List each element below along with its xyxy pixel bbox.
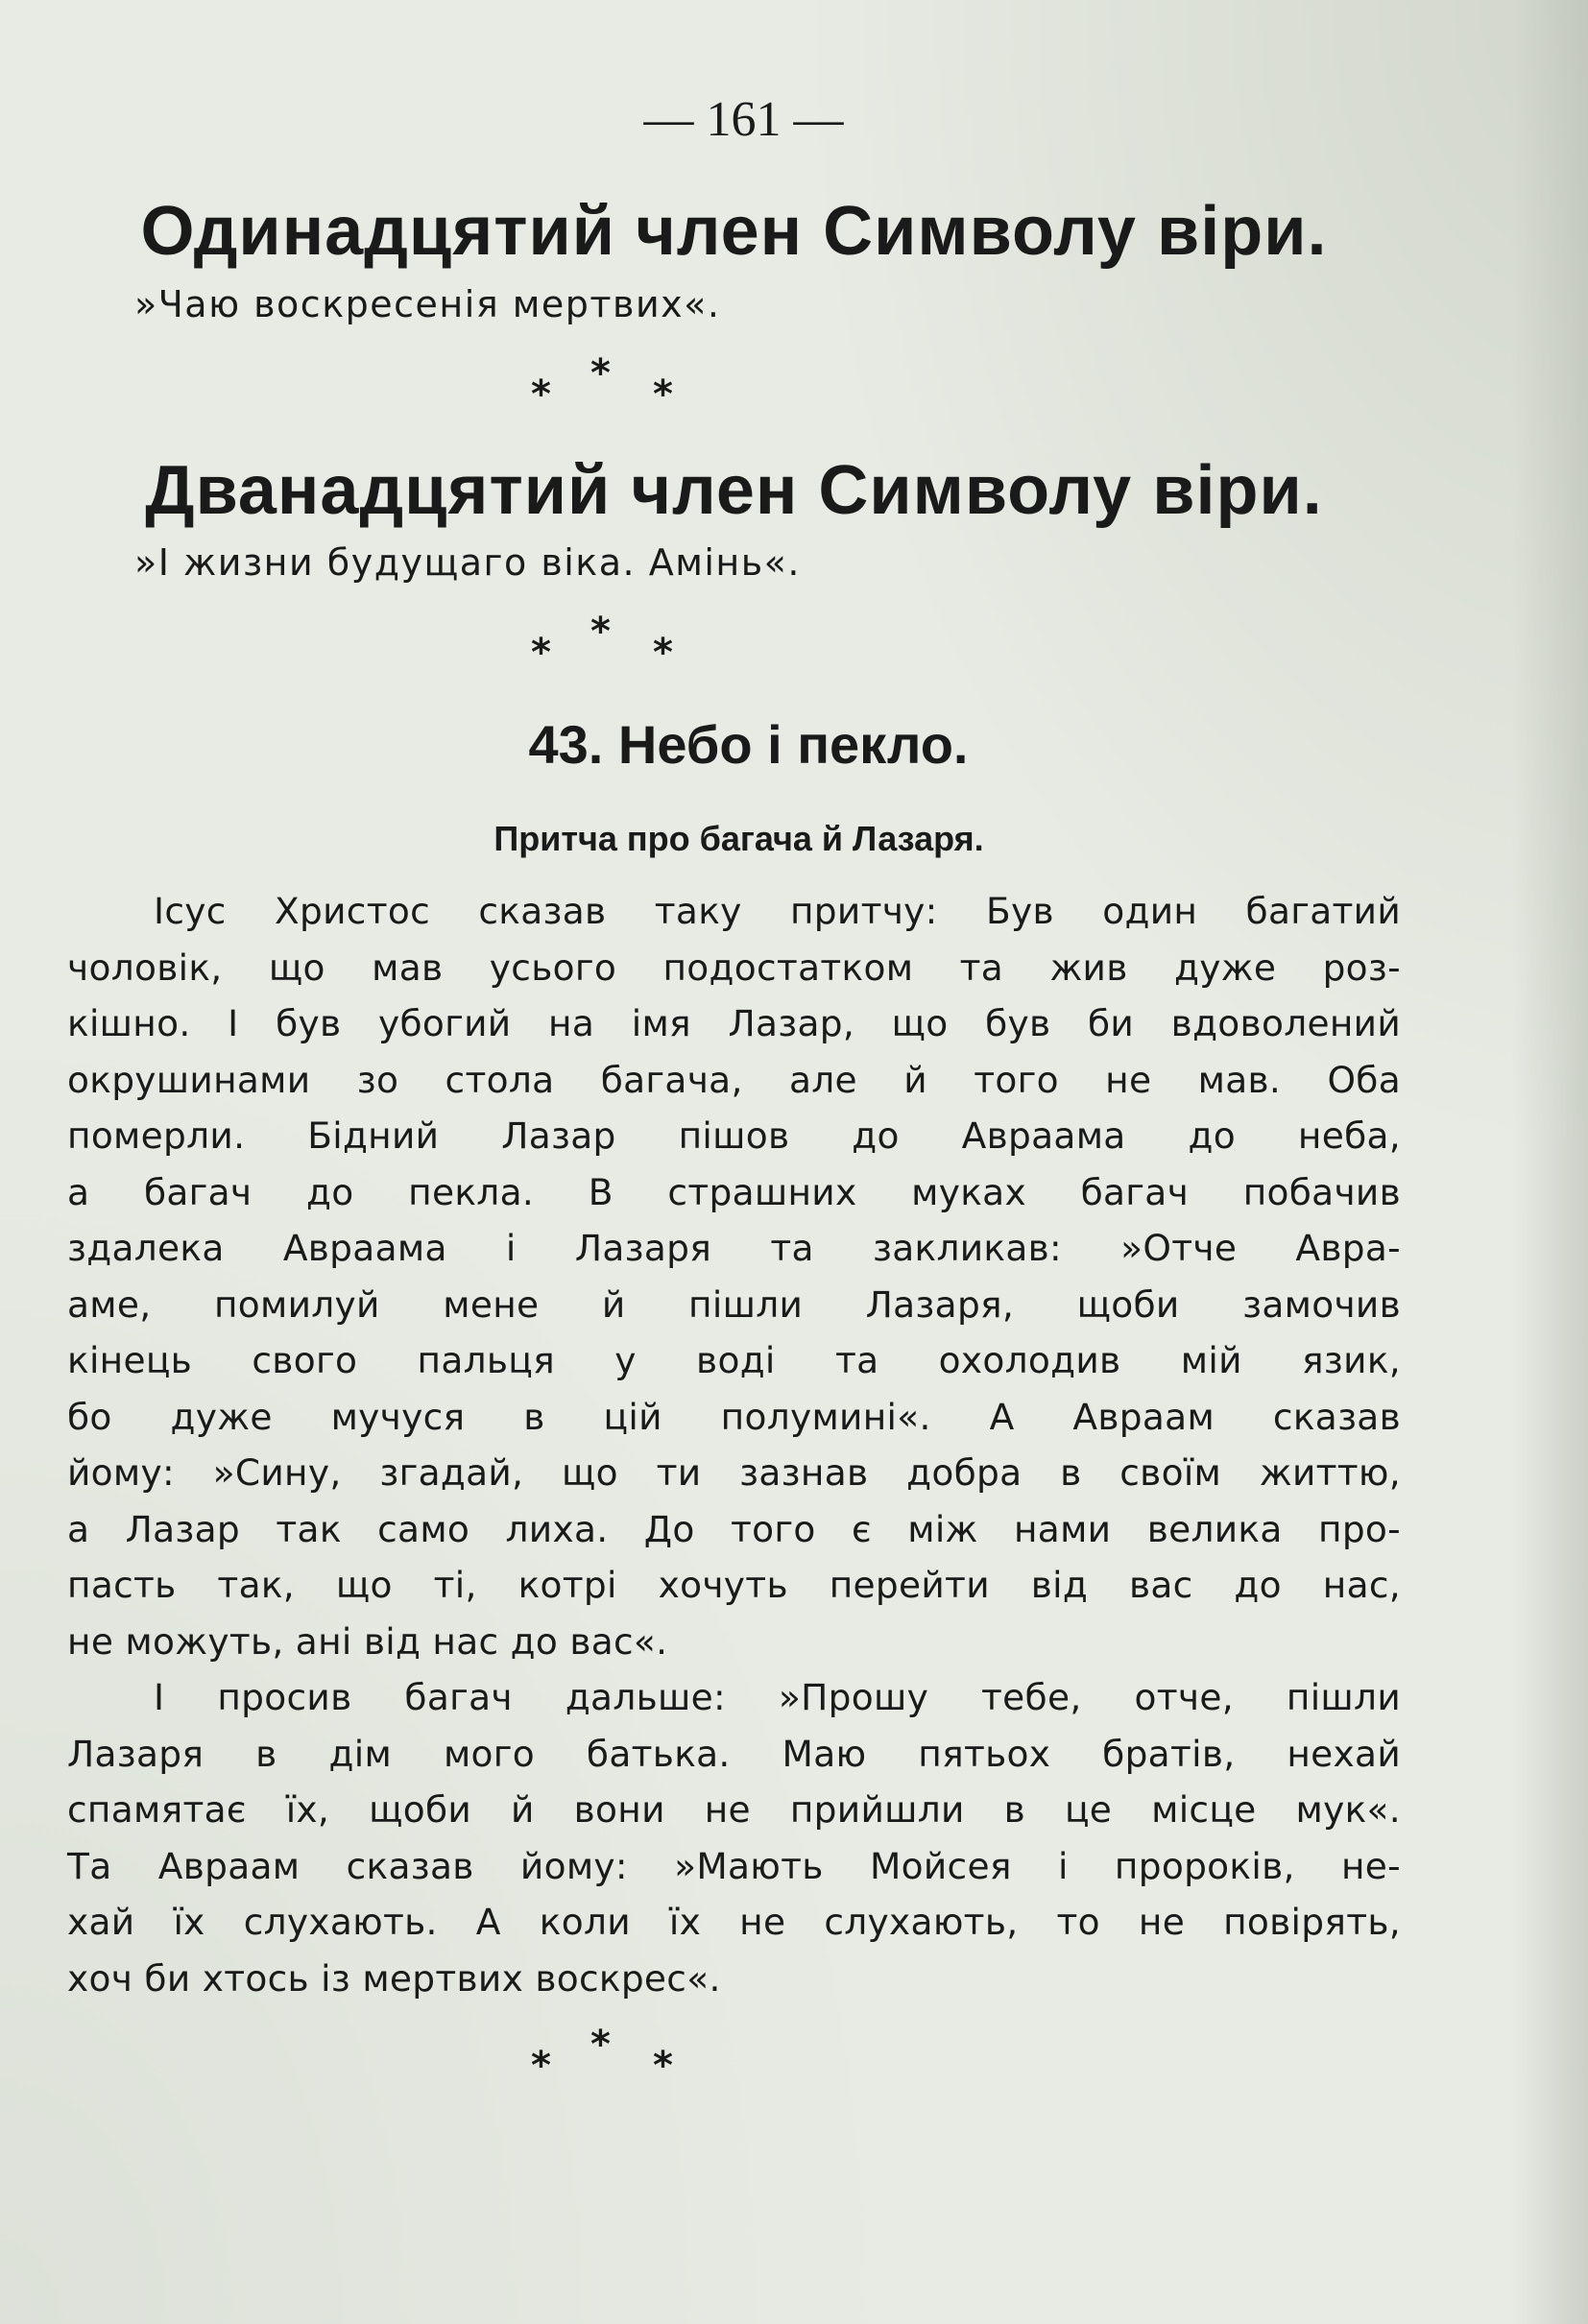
text-line: а багач до пекла. В страшних муках багач побачив [67, 1170, 1401, 1213]
text-line: Лазаря в дім мого батька. Маю пятьох братів, нехай [67, 1732, 1401, 1775]
text-line: аме, помилуй мене й пішли Лазаря, щоби замочив [67, 1282, 1401, 1326]
separator-star: * [653, 371, 673, 417]
article-12-quote: »І жизни будущаго віка. Амінь«. [134, 541, 801, 585]
text-line: померли. Бідний Лазар пішов до Авраама до неба, [67, 1114, 1401, 1158]
article-11-quote: »Чаю воскресенія мертвих«. [134, 282, 721, 325]
separator-star: * [531, 371, 551, 417]
text-line: не можуть, ані від нас до вас«. [67, 1619, 668, 1663]
star-separator-1 [67, 350, 1401, 421]
separator-star: * [531, 631, 551, 676]
text-line: йому: »Сину, згадай, що ти зазнав добра в своїм життю, [67, 1451, 1401, 1495]
separator-star: * [590, 2023, 611, 2068]
page-number: — 161 — [643, 92, 844, 147]
star-separator-2 [67, 612, 1401, 680]
text-line: І просив багач дальше: »Прошу тебе, отче, пішли [154, 1676, 1401, 1719]
separator-star: * [590, 610, 611, 655]
article-11-heading: Одинадцятий член Символу віри. [140, 193, 1328, 270]
separator-star: * [653, 2044, 673, 2089]
separator-star: * [531, 2044, 551, 2089]
paragraph-1 [67, 883, 1401, 1669]
text-line: здалека Авраама і Лазаря та закликав: »Отче Авра- [67, 1227, 1401, 1270]
section-title: 43. Небо і пекло. [528, 714, 969, 776]
text-line: кінець свого пальця у воді та охолодив мій язик, [67, 1339, 1401, 1382]
text-line: а Лазар так само лиха. До того є між нами велика про- [67, 1507, 1401, 1550]
separator-star: * [653, 631, 673, 676]
text-line: окрушинами зо стола багача, але й того не мав. Оба [67, 1058, 1401, 1101]
article-12-heading: Дванадцятий член Символу віри. [145, 451, 1323, 529]
text-line: бо дуже мучуся в цій полумині«. А Авраам сказав [67, 1395, 1401, 1438]
text-line: хай їх слухають. А коли їх не слухають, то не повірять, [67, 1901, 1401, 1944]
text-line: спамятає їх, щоби й вони не прийшли в це місце мук«. [67, 1788, 1401, 1832]
text-line: Ісус Христос сказав таку притчу: Був один багатий [154, 890, 1401, 933]
text-line: Та Авраам сказав йому: »Мають Мойсея і пророків, не- [67, 1844, 1401, 1887]
separator-star: * [590, 350, 611, 395]
section-subtitle: Притча про багача й Лазаря. [493, 819, 984, 859]
text-line: кішно. І був убогий на імя Лазар, що був би вдоволений [67, 1002, 1401, 1045]
text-line: пасть так, що ті, котрі хочуть перейти від вас до нас, [67, 1564, 1401, 1607]
paragraph-2 [67, 1669, 1401, 2006]
star-separator-3 [67, 2025, 1401, 2093]
text-line: чоловік, що мав усього подостатком та жив дуже роз- [67, 946, 1401, 989]
text-line: хоч би хтось із мертвих воскрес«. [67, 1956, 721, 2000]
